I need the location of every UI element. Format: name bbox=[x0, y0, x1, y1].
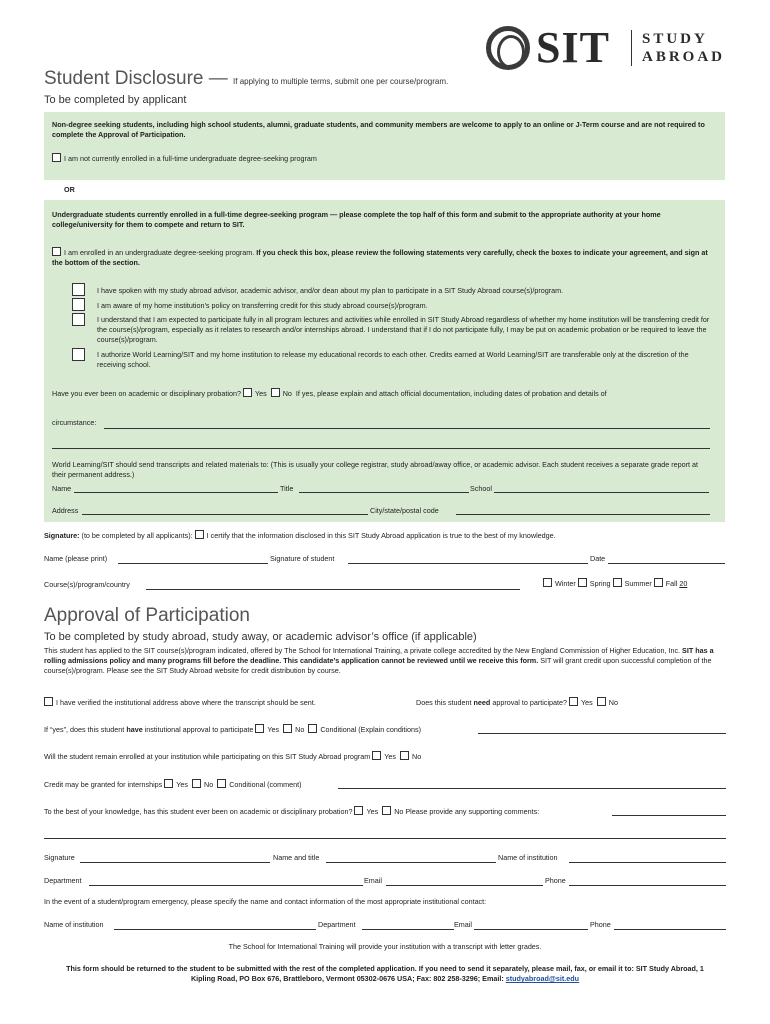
not-enrolled-option[interactable] bbox=[52, 153, 317, 164]
certify-label: I certify that the information disclosed in this SIT Study Abroad application is true to the best of my knowledge. bbox=[206, 531, 556, 540]
internship-credit-question bbox=[44, 779, 302, 790]
phone-line[interactable] bbox=[569, 885, 726, 886]
remain-no-checkbox[interactable] bbox=[400, 751, 409, 760]
have-yes-label: Yes bbox=[267, 725, 280, 734]
fall-label: Fall bbox=[665, 579, 678, 588]
probation-question bbox=[52, 388, 607, 399]
address-label: Address bbox=[52, 506, 79, 515]
need-no-label: No bbox=[608, 698, 618, 707]
have-q-b: institutional approval to participate bbox=[144, 725, 254, 734]
need-q-b: approval to participate? bbox=[492, 698, 568, 707]
name-label: Name bbox=[52, 484, 72, 493]
circumstance-label: circumstance: bbox=[52, 418, 97, 427]
footer-email-link[interactable]: studyabroad@sit.edu bbox=[505, 974, 580, 984]
approver-probation-no-checkbox[interactable] bbox=[382, 806, 391, 815]
not-enrolled-checkbox[interactable] bbox=[52, 153, 61, 162]
spring-checkbox[interactable] bbox=[578, 578, 587, 587]
title-text: Student Disclosure — bbox=[44, 68, 228, 89]
courses-label: Course(s)/program/country bbox=[44, 580, 130, 589]
verified-label: I have verified the institutional address above where the transcript should be sent. bbox=[56, 698, 316, 707]
remain-yes-checkbox[interactable] bbox=[372, 751, 381, 760]
emergency-institution-label: Name of institution bbox=[44, 920, 104, 929]
winter-checkbox[interactable] bbox=[543, 578, 552, 587]
need-q-a: Does this student bbox=[416, 698, 472, 707]
city-line[interactable] bbox=[456, 514, 710, 515]
name-print-label: Name (please print) bbox=[44, 554, 108, 563]
courses-line[interactable] bbox=[146, 589, 520, 590]
footer-text: This form should be returned to the student to be submitted with the rest of the completed application. If you need to send it separately, please mail, fax, or email it to: SIT Study Abroad, 1 Kipling Road, PO Box 676, Brattleboro, Vermont 05302-0676 USA; Fax: 802 258-3296; Email: bbox=[66, 964, 704, 984]
summer-checkbox[interactable] bbox=[613, 578, 622, 587]
non-degree-section bbox=[44, 112, 725, 180]
emergency-note: In the event of a student/program emergency, please specify the name and contact information of the most appropriate institutional contact: bbox=[44, 897, 487, 906]
credit-q: Credit may be granted for internships bbox=[44, 780, 163, 789]
approver-probation-q: To the best of your knowledge, has this student ever been on academic or disciplinary probation? bbox=[44, 807, 353, 816]
have-q-a: If “yes”, does this student bbox=[44, 725, 125, 734]
probation-yes-checkbox[interactable] bbox=[243, 388, 252, 397]
term-options bbox=[543, 578, 687, 589]
phone-label: Phone bbox=[545, 876, 566, 885]
city-label: City/state/postal code bbox=[370, 506, 439, 515]
statement-1-checkbox[interactable] bbox=[72, 283, 85, 296]
logo-name: SIT bbox=[536, 23, 610, 72]
school-line[interactable] bbox=[494, 492, 709, 493]
emergency-phone-line[interactable] bbox=[614, 929, 726, 930]
statement-2: I am aware of my home institution’s policy on transferring credit for this study abroad course(s)/program. bbox=[97, 301, 428, 310]
statement-1: I have spoken with my study abroad advisor, academic advisor, and/or dean about my plan to participate in a SIT Study Abroad course(s)/program. bbox=[97, 286, 564, 295]
approval-para-a: This student has applied to the SIT course(s)/program indicated, offered by The School for International Training, a private college accredited by the New England Commission of Higher Education, Inc. bbox=[44, 646, 681, 655]
probation-no-label: No bbox=[282, 389, 292, 398]
student-disclosure-title bbox=[44, 66, 448, 93]
statement-4: I authorize World Learning/SIT and my home institution to release my educational records to each other. Credits earned at World Learning/SIT are transferable only at the discretion of the receiving school. bbox=[97, 350, 689, 370]
supporting-comments-line[interactable] bbox=[612, 815, 726, 816]
credit-conditional-checkbox[interactable] bbox=[217, 779, 226, 788]
approval-para-bold: SIT has a rolling admissions policy and many programs fill before the deadline. This candidate’s application cannot be reviewed until we receive this form. bbox=[44, 646, 714, 666]
not-enrolled-label: I am not currently enrolled in a full-time undergraduate degree-seeking program bbox=[64, 154, 317, 163]
emergency-email-line[interactable] bbox=[474, 929, 588, 930]
title-note: If applying to multiple terms, submit one per course/program. bbox=[233, 77, 449, 86]
approver-probation-question bbox=[44, 806, 539, 817]
degree-seeking-section bbox=[44, 200, 725, 522]
name-print-line[interactable] bbox=[118, 563, 268, 564]
have-no-checkbox[interactable] bbox=[283, 724, 292, 733]
remain-enrolled-question bbox=[44, 751, 421, 762]
emergency-email-label: Email bbox=[454, 920, 472, 929]
probation-no-checkbox[interactable] bbox=[271, 388, 280, 397]
have-conditional-label: Conditional (Explain conditions) bbox=[320, 725, 422, 734]
winter-label: Winter bbox=[555, 579, 576, 588]
approval-subtitle: To be completed by study abroad, study away, or academic advisor’s office (if applicable) bbox=[44, 631, 477, 643]
logo-tagline-line1: STUDY bbox=[642, 31, 708, 47]
summer-label: Summer bbox=[624, 579, 652, 588]
credit-yes-checkbox[interactable] bbox=[164, 779, 173, 788]
need-yes-label: Yes bbox=[581, 698, 593, 707]
credit-yes-label: Yes bbox=[176, 780, 188, 789]
have-approval-question bbox=[44, 724, 421, 735]
approver-signature-label: Signature bbox=[44, 853, 75, 862]
student-disclosure-subtitle: To be completed by applicant bbox=[44, 94, 187, 106]
credit-no-checkbox[interactable] bbox=[192, 779, 201, 788]
non-degree-intro: Non-degree seeking students, including high school students, alumni, graduate students, and community members are welcome to apply to an online or J-Term course and are not required to complete the Approval of Participation. bbox=[52, 120, 705, 140]
statement-3-checkbox[interactable] bbox=[72, 313, 85, 326]
transcript-letter-note: The School for International Training will provide your institution with a transcript with letter grades. bbox=[228, 942, 542, 951]
remain-yes-label: Yes bbox=[384, 752, 397, 761]
have-q-bold: have bbox=[126, 725, 143, 734]
emergency-phone-label: Phone bbox=[590, 920, 611, 929]
verified-option[interactable] bbox=[44, 697, 316, 708]
emergency-department-label: Department bbox=[318, 920, 356, 929]
approver-probation-note: No Please provide any supporting comments: bbox=[394, 807, 540, 816]
sit-logo bbox=[486, 24, 746, 72]
statement-3: I understand that I am expected to participate fully in all program lectures and activities while enrolled in SIT Study Abroad regardless of whether my home institution will be transferring credit for the course(s)/program, especially as it relates to research and/or internships abroad. I understand that if I do not participate fully, I may be put on academic probation or be required to leave the course(s)/program. bbox=[97, 315, 710, 345]
credit-no-label: No bbox=[204, 780, 214, 789]
signature-note: (to be completed by all applicants): bbox=[81, 531, 193, 540]
signature-row bbox=[44, 530, 556, 541]
department-label: Department bbox=[44, 876, 82, 885]
enrolled-label: I am enrolled in an undergraduate degree-seeking program. bbox=[64, 248, 255, 257]
approver-signature-line[interactable] bbox=[80, 862, 270, 863]
approval-title: Approval of Participation bbox=[44, 605, 250, 626]
conditional-comment-line[interactable] bbox=[338, 788, 726, 789]
department-line[interactable] bbox=[89, 885, 363, 886]
approval-para-b: SIT will grant credit upon successful completion of the course(s)/program. Please see the SIT Study Abroad website for credit distribution by course. bbox=[44, 656, 712, 676]
logo-tagline bbox=[642, 30, 725, 66]
probation-yes-label: Yes bbox=[254, 389, 267, 398]
degree-seeking-intro: Undergraduate students currently enrolled in a full-time degree-seeking program — please complete the top half of this form and submit to the appropriate authority at your home college/university for them to compete and return to SIT. bbox=[52, 210, 661, 230]
probation-note: If yes, please explain and attach official documentation, including dates of probation and details of bbox=[295, 389, 607, 398]
approver-probation-yes-checkbox[interactable] bbox=[354, 806, 363, 815]
school-label: School bbox=[470, 484, 492, 493]
email-line[interactable] bbox=[386, 885, 543, 886]
or-label: OR bbox=[64, 185, 75, 194]
transcript-note: World Learning/SIT should send transcripts and related materials to: (This is usually your college registrar, study abroad/away office, or academic advisor. Each student receives a separate grade report at their permanent address.) bbox=[52, 460, 699, 480]
circumstance-line-2[interactable] bbox=[52, 448, 710, 449]
fall-year[interactable]: 20 bbox=[679, 579, 688, 588]
need-yes-checkbox[interactable] bbox=[569, 697, 578, 706]
verified-checkbox[interactable] bbox=[44, 697, 53, 706]
student-signature-label: Signature of student bbox=[270, 554, 335, 563]
approval-paragraph bbox=[44, 646, 726, 676]
credit-conditional-label: Conditional (comment) bbox=[229, 780, 302, 789]
statement-2-checkbox[interactable] bbox=[72, 298, 85, 311]
probation-question-text: Have you ever been on academic or disciplinary probation? bbox=[52, 389, 241, 398]
title-line[interactable] bbox=[299, 492, 469, 493]
name-title-line[interactable] bbox=[326, 862, 496, 863]
logo-divider bbox=[631, 30, 632, 66]
supporting-comments-line-2[interactable] bbox=[44, 838, 726, 839]
have-yes-checkbox[interactable] bbox=[255, 724, 264, 733]
name-institution-label: Name of institution bbox=[498, 853, 558, 862]
name-institution-line[interactable] bbox=[569, 862, 726, 863]
email-label: Email bbox=[364, 876, 382, 885]
enrolled-instructions: If you check this box, please review the following statements very carefully, check the boxes to indicate your agreement, and sign at the bottom of the section. bbox=[52, 248, 708, 268]
certify-checkbox[interactable] bbox=[195, 530, 204, 539]
date-line[interactable] bbox=[608, 563, 725, 564]
have-no-label: No bbox=[295, 725, 305, 734]
remain-no-label: No bbox=[412, 752, 422, 761]
have-conditional-checkbox[interactable] bbox=[308, 724, 317, 733]
emergency-department-line[interactable] bbox=[362, 929, 454, 930]
logo-tagline-line2: ABROAD bbox=[642, 49, 726, 65]
date-label: Date bbox=[590, 554, 606, 563]
name-title-label: Name and title bbox=[273, 853, 320, 862]
logo-ring-icon bbox=[486, 26, 530, 70]
name-line[interactable] bbox=[74, 492, 278, 493]
address-line[interactable] bbox=[82, 514, 368, 515]
fall-checkbox[interactable] bbox=[654, 578, 663, 587]
need-no-checkbox[interactable] bbox=[597, 697, 606, 706]
approver-probation-yes-label: Yes bbox=[366, 807, 379, 816]
conditional-explain-line[interactable] bbox=[478, 733, 726, 734]
emergency-institution-line[interactable] bbox=[114, 929, 316, 930]
footer-instructions bbox=[54, 964, 716, 984]
student-signature-line[interactable] bbox=[348, 563, 588, 564]
remain-q: Will the student remain enrolled at your institution while participating on this SIT Study Abroad program bbox=[44, 752, 371, 761]
circumstance-line[interactable] bbox=[104, 428, 710, 429]
signature-label: Signature: bbox=[44, 531, 80, 540]
enrolled-checkbox[interactable] bbox=[52, 247, 61, 256]
spring-label: Spring bbox=[589, 579, 611, 588]
need-q-bold: need bbox=[473, 698, 491, 707]
statement-4-checkbox[interactable] bbox=[72, 348, 85, 361]
enrolled-option[interactable] bbox=[52, 247, 717, 268]
need-approval-question bbox=[416, 697, 618, 708]
title-label: Title bbox=[280, 484, 294, 493]
